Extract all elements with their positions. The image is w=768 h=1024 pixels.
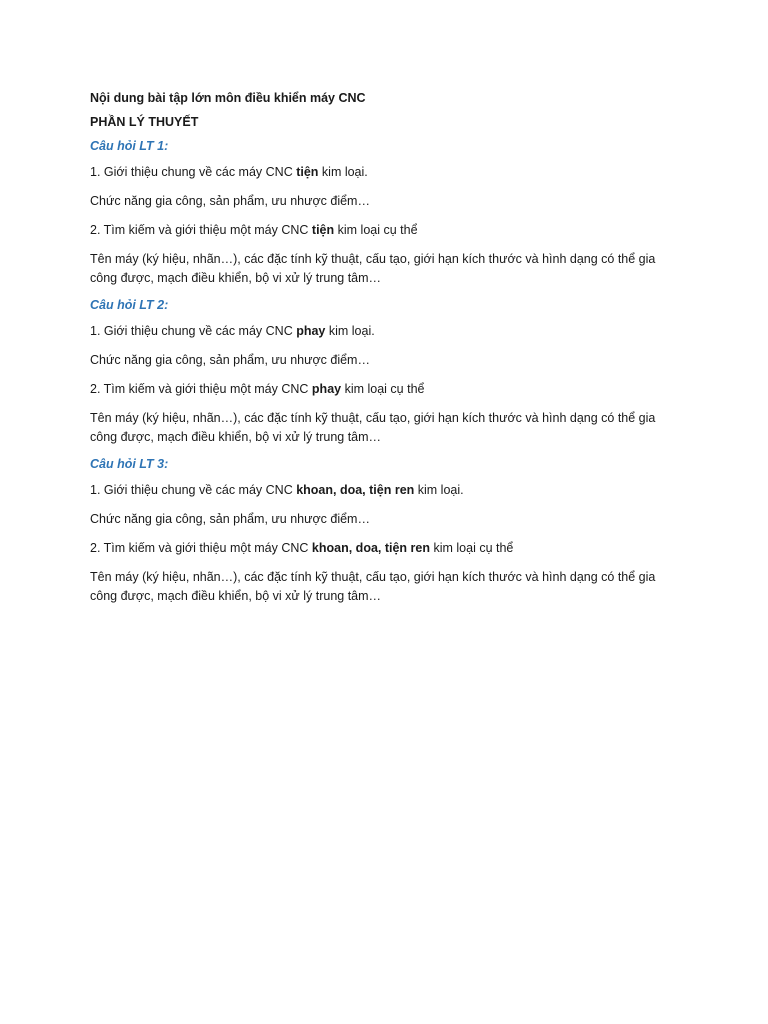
question-1-item-1: 1. Giới thiệu chung về các máy CNC tiện kim loại. [90, 165, 368, 179]
document-page [90, 91, 680, 616]
question-3-details: Tên máy (ký hiệu, nhãn…), các đặc tính kỹ thuật, cấu tạo, giới hạn kích thước và hình dạng có thể gia công được, mạch điều khiển, bộ vi xử lý trung tâm… [90, 570, 656, 603]
document-title: Nội dung bài tập lớn môn điều khiển máy CNC [90, 91, 366, 105]
question-2-details: Tên máy (ký hiệu, nhãn…), các đặc tính kỹ thuật, cấu tạo, giới hạn kích thước và hình dạng có thể gia công được, mạch điều khiển, bộ vi xử lý trung tâm… [90, 411, 656, 444]
question-2-item-2: 2. Tìm kiếm và giới thiệu một máy CNC phay kim loại cụ thể [90, 382, 425, 396]
question-heading-2: Câu hỏi LT 2: [90, 298, 169, 312]
question-3-item-2: 2. Tìm kiếm và giới thiệu một máy CNC khoan, doa, tiện ren kim loại cụ thể [90, 541, 514, 555]
question-2-item-1: 1. Giới thiệu chung về các máy CNC phay kim loại. [90, 324, 375, 338]
question-3-item-1: 1. Giới thiệu chung về các máy CNC khoan, doa, tiện ren kim loại. [90, 483, 464, 497]
question-1-item-2: 2. Tìm kiếm và giới thiệu một máy CNC tiện kim loại cụ thể [90, 223, 418, 237]
question-heading-3: Câu hỏi LT 3: [90, 457, 169, 471]
question-3-functions: Chức năng gia công, sản phẩm, ưu nhược điểm… [90, 512, 370, 526]
question-1-details: Tên máy (ký hiệu, nhãn…), các đặc tính kỹ thuật, cấu tạo, giới hạn kích thước và hình dạng có thể gia công được, mạch điều khiển, bộ vi xử lý trung tâm… [90, 252, 656, 285]
question-2-functions: Chức năng gia công, sản phẩm, ưu nhược điểm… [90, 353, 370, 367]
section-heading: PHẦN LÝ THUYẾT [90, 115, 199, 129]
question-heading-1: Câu hỏi LT 1: [90, 139, 169, 153]
question-1-functions: Chức năng gia công, sản phẩm, ưu nhược điểm… [90, 194, 370, 208]
